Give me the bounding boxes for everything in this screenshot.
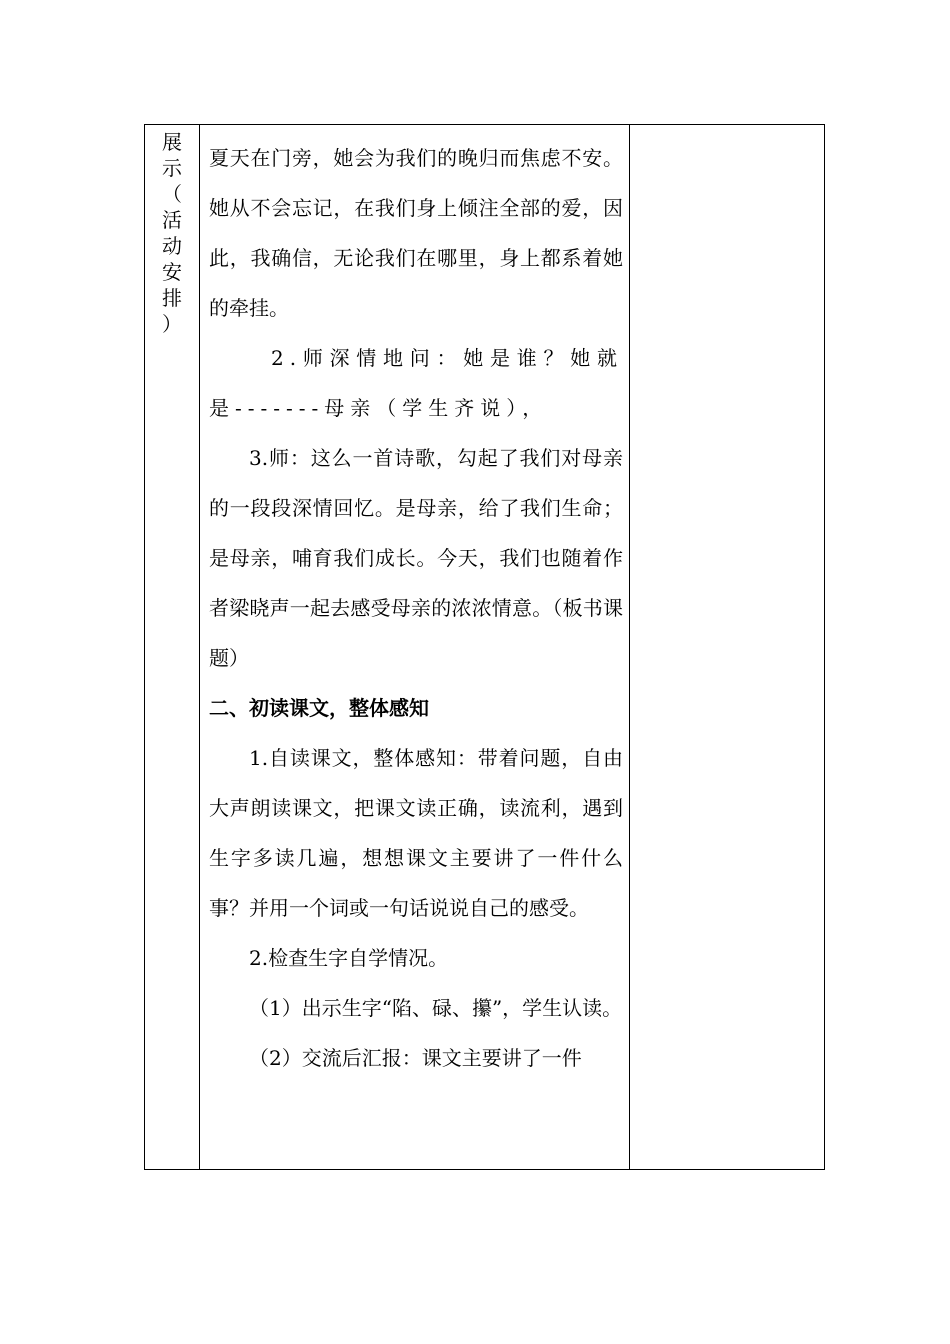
section-label-char: 活 — [162, 208, 182, 232]
paragraph: 1.自读课文，整体感知：带着问题，自由大声朗读课文，把课文读正确，读流利，遇到生字多读几遍，想想课文主要讲了一件什么事？并用一个词或一句话说说自己的感受。 — [209, 746, 623, 920]
section-label-char: 排 — [162, 286, 182, 310]
lesson-plan-table — [144, 124, 825, 1170]
paragraph: 2.师深情地问：她是谁？她就是-------母亲（学生齐说）， — [209, 346, 623, 420]
section-label-char: （ — [162, 182, 182, 206]
paragraph: 夏天在门旁，她会为我们的晚归而焦虑不安。她从不会忘记，在我们身上倾注全部的爱，因此，我确信，无论我们在哪里，身上都系着她的牵挂。 — [209, 146, 623, 320]
section-label-char: 安 — [162, 260, 182, 284]
paragraph: （1）出示生字“陷、碌、攥”，学生认读。 — [249, 996, 623, 1020]
paragraph: 3.师：这么一首诗歌，勾起了我们对母亲的一段段深情回忆。是母亲，给了我们生命；是母亲，哺育我们成长。今天，我们也随着作者梁晓声一起去感受母亲的浓浓情意。（板书课题） — [209, 446, 623, 670]
section-label-char: 示 — [162, 156, 182, 180]
section-label-char: ） — [162, 312, 182, 336]
paragraph: 2.检查生字自学情况。 — [249, 946, 449, 970]
section-label-char: 动 — [162, 234, 182, 258]
section-label — [145, 125, 199, 337]
section-label-char: 展 — [162, 130, 182, 154]
column-divider — [629, 125, 630, 1169]
paragraph: （2）交流后汇报：课文主要讲了一件 — [249, 1046, 582, 1070]
lesson-content — [209, 133, 623, 1083]
section-heading: 二、初读课文，整体感知 — [209, 696, 429, 720]
column-divider — [199, 125, 200, 1169]
